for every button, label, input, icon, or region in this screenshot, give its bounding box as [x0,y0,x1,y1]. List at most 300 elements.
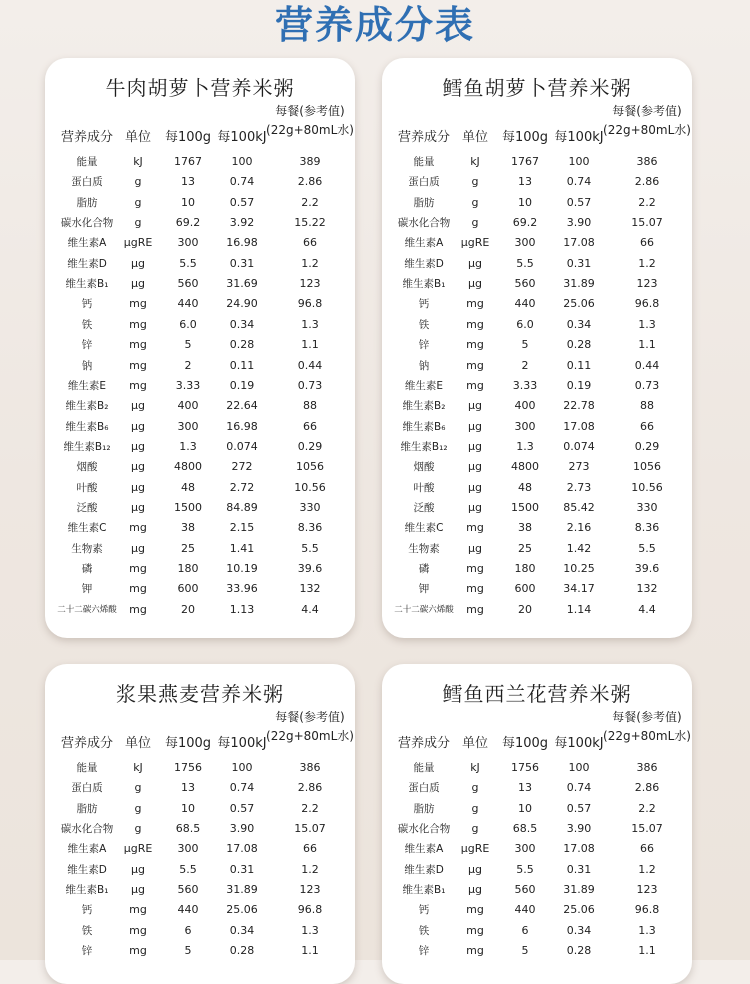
cell-unit: μg [468,862,482,876]
cell-per100kj: 25.06 [563,903,595,917]
cell-nutrient: 维生素B₁ [402,884,446,897]
cell-per100kj: 0.57 [229,801,255,815]
cell-nutrient: 维生素B₁ [65,278,109,291]
nutrition-card [45,58,355,638]
header-per100kj: 每100kJ [554,736,604,751]
cell-per100g: 13 [181,175,195,189]
cell-serving: 386 [299,761,321,774]
table-row [45,579,355,599]
table-row [382,315,692,335]
cell-per100g: 25 [518,541,532,555]
cell-serving: 8.36 [297,521,323,535]
cell-serving: 0.29 [634,439,660,453]
cell-per100g: 400 [177,399,199,413]
cell-per100kj: 24.90 [226,297,258,311]
table-row [382,437,692,457]
cell-nutrient: 维生素B₆ [65,420,109,433]
cell-serving: 386 [636,155,658,168]
cell-per100kj: 0.57 [566,195,592,209]
table-row [45,417,355,437]
cell-unit: μg [468,439,482,453]
cell-serving: 66 [303,419,317,433]
cell-per100kj: 0.19 [566,378,592,392]
cell-per100kj: 0.74 [229,175,255,189]
cell-serving: 0.44 [634,358,660,372]
cell-serving: 1.2 [301,862,319,876]
cell-per100kj: 17.08 [563,842,595,856]
cell-unit: μgRE [123,842,153,856]
cell-unit: g [134,175,142,189]
cell-per100kj: 31.69 [226,277,258,291]
cell-unit: μg [468,883,482,897]
cell-per100kj: 25.06 [563,297,595,311]
cell-nutrient: 钾 [418,583,430,596]
cell-serving: 39.6 [634,562,660,575]
cell-per100g: 20 [181,602,195,616]
table-row [382,921,692,941]
cell-serving: 1.2 [638,256,656,270]
cell-unit: mg [129,582,147,596]
cell-unit: μg [131,862,145,876]
cell-unit: kJ [470,761,480,774]
cell-per100g: 6 [521,923,529,937]
cell-serving: 15.07 [631,216,663,230]
header-per100kj: 每100kJ [554,130,604,145]
cell-unit: g [471,216,479,230]
cell-per100g: 560 [177,883,199,897]
table-row [45,274,355,294]
cell-serving: 0.44 [297,358,323,372]
cell-unit: μg [131,399,145,413]
table-row [45,819,355,839]
table-row [45,518,355,538]
header-serving-line2: (22g+80mL水) [603,123,691,137]
cell-per100g: 6.0 [179,317,197,331]
cell-per100g: 10 [518,195,532,209]
cell-nutrient: 脂肪 [413,196,435,209]
cell-nutrient: 生物素 [408,542,440,555]
header-per100g: 每100g [164,736,212,751]
cell-per100g: 4800 [174,460,202,474]
table-row [382,799,692,819]
cell-serving: 123 [636,883,658,897]
cell-serving: 88 [303,399,317,413]
table-row [382,335,692,355]
cell-serving: 389 [299,155,321,168]
table-row [382,152,692,172]
cell-nutrient: 维生素D [67,257,107,270]
cell-nutrient: 维生素A [67,843,107,856]
header-per100kj: 每100kJ [217,736,267,751]
header-nutrient: 营养成分 [60,736,114,751]
cell-unit: mg [129,903,147,917]
cell-unit: g [471,801,479,815]
cell-unit: g [471,195,479,209]
table-row [382,539,692,559]
cell-per100g: 10 [518,801,532,815]
table-row [382,233,692,253]
cell-per100g: 69.2 [175,216,201,230]
table-row [382,274,692,294]
table-row [45,900,355,920]
cell-nutrient: 钠 [81,359,93,372]
cell-per100g: 180 [514,562,536,575]
cell-per100g: 560 [177,277,199,291]
cell-per100g: 20 [518,602,532,616]
cell-per100g: 5.5 [179,256,197,270]
cell-per100kj: 100 [568,761,590,774]
header-serving-line2: (22g+80mL水) [603,729,691,743]
cell-unit: mg [129,297,147,311]
cell-per100kj: 33.96 [226,582,258,596]
cell-nutrient: 蛋白质 [408,782,440,795]
cell-unit: μg [131,883,145,897]
cell-unit: mg [129,602,147,616]
cell-per100kj: 0.074 [563,439,595,453]
cell-unit: mg [466,562,484,575]
cell-per100g: 300 [514,842,536,856]
cell-unit: mg [466,317,484,331]
cell-unit: mg [129,338,147,352]
cell-nutrient: 蛋白质 [408,176,440,189]
header-serving-line1: 每餐(参考值) [275,104,345,118]
header-per100g: 每100g [501,736,549,751]
cell-serving: 2.2 [301,801,319,815]
cell-per100g: 13 [518,781,532,795]
cell-serving: 123 [636,277,658,291]
cell-per100kj: 31.89 [226,883,258,897]
cell-nutrient: 维生素B₁ [65,884,109,897]
cell-nutrient: 二十二碳六烯酸 [57,604,117,615]
cell-serving: 96.8 [634,903,660,917]
cell-per100kj: 0.34 [229,317,255,331]
cell-per100g: 440 [514,297,536,311]
cell-unit: μg [468,500,482,514]
cell-serving: 8.36 [634,521,660,535]
cell-nutrient: 铁 [418,924,430,937]
cell-serving: 2.86 [297,175,323,189]
cell-per100g: 300 [514,236,536,250]
table-row [382,417,692,437]
cell-per100g: 300 [177,236,199,250]
cell-per100kj: 3.90 [229,822,255,836]
table-row [45,335,355,355]
cell-serving: 66 [640,236,654,250]
cell-serving: 96.8 [297,903,323,917]
cell-nutrient: 维生素D [404,863,444,876]
table-header [382,708,692,758]
cell-per100g: 5 [521,338,529,352]
cell-per100kj: 0.28 [229,944,255,958]
cell-unit: g [134,801,142,815]
cell-per100kj: 1.13 [229,602,255,616]
cell-serving: 0.29 [297,439,323,453]
table-row [45,478,355,498]
cell-per100kj: 25.06 [226,903,258,917]
cell-unit: mg [129,521,147,535]
cell-per100g: 300 [514,419,536,433]
table-row [382,941,692,961]
cell-per100g: 600 [177,582,199,596]
cell-per100g: 25 [181,541,195,555]
cell-per100kj: 0.31 [566,256,592,270]
table-row [45,213,355,233]
cell-serving: 1.1 [301,338,319,352]
cell-unit: μgRE [460,236,490,250]
cell-per100kj: 0.57 [566,801,592,815]
cell-unit: g [134,822,142,836]
cell-per100kj: 272 [231,460,253,474]
cell-per100kj: 0.31 [566,862,592,876]
cell-serving: 2.86 [297,781,323,795]
table-row [382,294,692,314]
header-serving-line2: (22g+80mL水) [266,123,354,137]
cell-per100g: 560 [514,277,536,291]
cell-nutrient: 叶酸 [413,481,435,494]
cell-per100kj: 0.74 [566,781,592,795]
cell-serving: 123 [299,277,321,291]
table-row [45,839,355,859]
cell-unit: μg [468,256,482,270]
cell-per100kj: 22.64 [226,399,258,413]
cell-per100g: 1756 [174,761,202,774]
cell-unit: μg [131,541,145,555]
cell-per100kj: 0.28 [229,338,255,352]
table-row [382,778,692,798]
cell-per100g: 69.2 [512,216,538,230]
cell-serving: 2.2 [638,801,656,815]
cell-per100kj: 0.11 [229,358,255,372]
cell-serving: 0.73 [297,378,323,392]
table-row [382,579,692,599]
table-row [382,758,692,778]
table-row [45,437,355,457]
cell-nutrient: 烟酸 [76,461,98,474]
cell-serving: 132 [299,582,321,596]
table-row [382,193,692,213]
table-row [45,233,355,253]
cell-serving: 96.8 [297,297,323,311]
cell-unit: μgRE [460,842,490,856]
cell-nutrient: 铁 [81,318,93,331]
cell-per100g: 560 [514,883,536,897]
cell-nutrient: 维生素A [67,237,107,250]
cell-unit: mg [466,923,484,937]
cell-per100g: 5 [521,944,529,958]
cell-nutrient: 能量 [76,156,98,168]
cell-serving: 123 [299,883,321,897]
cell-nutrient: 泛酸 [76,501,98,514]
cell-unit: mg [466,358,484,372]
cell-per100kj: 84.89 [226,500,258,514]
cell-nutrient: 维生素C [67,522,107,535]
cell-per100kj: 17.08 [563,419,595,433]
table-row [382,900,692,920]
header-serving [603,708,691,746]
cell-per100kj: 22.78 [563,399,595,413]
table-row [45,315,355,335]
header-serving-line1: 每餐(参考值) [612,710,682,724]
table-row [45,152,355,172]
table-row [382,457,692,477]
cell-per100kj: 0.28 [566,338,592,352]
header-serving [266,102,354,140]
header-per100g: 每100g [164,130,212,145]
cell-unit: mg [466,521,484,535]
cell-unit: mg [466,338,484,352]
header-nutrient: 营养成分 [397,736,451,751]
header-serving-line2: (22g+80mL水) [266,729,354,743]
header-unit: 单位 [461,736,489,751]
cell-per100g: 600 [514,582,536,596]
cell-nutrient: 钙 [81,298,93,311]
table-row [382,172,692,192]
nutrition-card [45,664,355,984]
cell-nutrient: 碳水化合物 [60,823,114,836]
cell-unit: mg [466,903,484,917]
table-row [45,539,355,559]
cell-serving: 4.4 [638,602,656,616]
cell-per100g: 1767 [174,155,202,168]
card-title: 牛肉胡萝卜营养米粥 [105,76,295,100]
cell-serving: 10.56 [631,480,663,494]
table-row [382,600,692,620]
cell-per100kj: 0.74 [229,781,255,795]
header-nutrient: 营养成分 [397,130,451,145]
cell-per100g: 5.5 [516,862,534,876]
cell-unit: mg [466,378,484,392]
cell-per100kj: 0.19 [229,378,255,392]
cell-nutrient: 叶酸 [76,481,98,494]
cell-serving: 5.5 [301,541,319,555]
cell-per100g: 1767 [511,155,539,168]
cell-nutrient: 生物素 [71,542,103,555]
cell-nutrient: 铁 [81,924,93,937]
cell-serving: 2.86 [634,781,660,795]
cell-unit: μg [131,256,145,270]
cell-unit: mg [129,317,147,331]
cell-per100kj: 17.08 [226,842,258,856]
header-nutrient: 营养成分 [60,130,114,145]
cell-nutrient: 烟酸 [413,461,435,474]
table-row [45,758,355,778]
cell-serving: 66 [640,419,654,433]
cell-unit: g [471,175,479,189]
cell-per100g: 2 [184,358,192,372]
cell-unit: mg [466,582,484,596]
header-unit: 单位 [461,130,489,145]
table-row [382,518,692,538]
cell-per100g: 38 [181,521,195,535]
cell-nutrient: 能量 [413,762,435,774]
cell-unit: μg [131,460,145,474]
cell-nutrient: 锌 [418,945,430,958]
header-serving-line1: 每餐(参考值) [275,710,345,724]
cell-nutrient: 蛋白质 [71,782,103,795]
cell-per100kj: 1.14 [566,602,592,616]
table-header [382,102,692,152]
cell-serving: 132 [636,582,658,596]
cell-per100g: 440 [177,297,199,311]
cell-serving: 5.5 [638,541,656,555]
cell-per100g: 6.0 [516,317,534,331]
cell-nutrient: 碳水化合物 [397,823,451,836]
cell-nutrient: 碳水化合物 [60,217,114,230]
cell-per100g: 1500 [174,500,202,514]
cell-nutrient: 脂肪 [76,802,98,815]
nutrition-card [382,664,692,984]
cell-per100g: 68.5 [512,822,538,836]
cell-per100kj: 1.41 [229,541,255,555]
cell-per100g: 13 [181,781,195,795]
cell-per100kj: 2.16 [566,521,592,535]
table-row [382,559,692,579]
table-row [45,498,355,518]
cell-nutrient: 钠 [418,359,430,372]
table-row [45,294,355,314]
cell-unit: g [134,195,142,209]
cell-per100g: 3.33 [512,378,538,392]
cell-nutrient: 钾 [81,583,93,596]
header-serving [603,102,691,140]
cell-per100kj: 16.98 [226,419,258,433]
cell-serving: 1.1 [638,338,656,352]
cell-serving: 39.6 [297,562,323,575]
cell-unit: mg [129,562,147,575]
cell-nutrient: 维生素B₂ [65,400,109,413]
cell-per100g: 13 [518,175,532,189]
cell-unit: g [471,822,479,836]
cell-serving: 88 [640,399,654,413]
card-title: 鳕鱼西兰花营养米粥 [442,682,632,706]
cell-per100kj: 3.92 [229,216,255,230]
cell-nutrient: 锌 [81,945,93,958]
cell-per100kj: 17.08 [563,236,595,250]
header-serving-line1: 每餐(参考值) [612,104,682,118]
cell-per100kj: 31.89 [563,883,595,897]
cell-serving: 0.73 [634,378,660,392]
cell-per100g: 180 [177,562,199,575]
table-row [45,860,355,880]
cell-unit: mg [129,923,147,937]
cell-per100g: 300 [177,842,199,856]
table-header [45,708,355,758]
cell-unit: μgRE [123,236,153,250]
cell-unit: kJ [133,155,143,168]
cell-nutrient: 二十二碳六烯酸 [394,604,454,615]
cell-unit: μg [468,460,482,474]
table-row [45,172,355,192]
cell-serving: 15.22 [294,216,326,230]
cell-per100kj: 31.89 [563,277,595,291]
cell-per100kj: 0.31 [229,256,255,270]
table-row [382,356,692,376]
cell-nutrient: 蛋白质 [71,176,103,189]
page-title: 营养成分表 [274,3,475,47]
cell-serving: 1.2 [638,862,656,876]
cell-per100g: 1756 [511,761,539,774]
table-row [45,376,355,396]
cell-per100kj: 0.74 [566,175,592,189]
cell-nutrient: 维生素B₂ [402,400,446,413]
cell-nutrient: 钙 [81,904,93,917]
cell-per100kj: 10.19 [226,562,258,575]
cell-nutrient: 碳水化合物 [397,217,451,230]
cell-serving: 66 [640,842,654,856]
cell-nutrient: 维生素A [404,237,444,250]
cell-per100g: 6 [184,923,192,937]
cell-per100g: 1500 [511,500,539,514]
